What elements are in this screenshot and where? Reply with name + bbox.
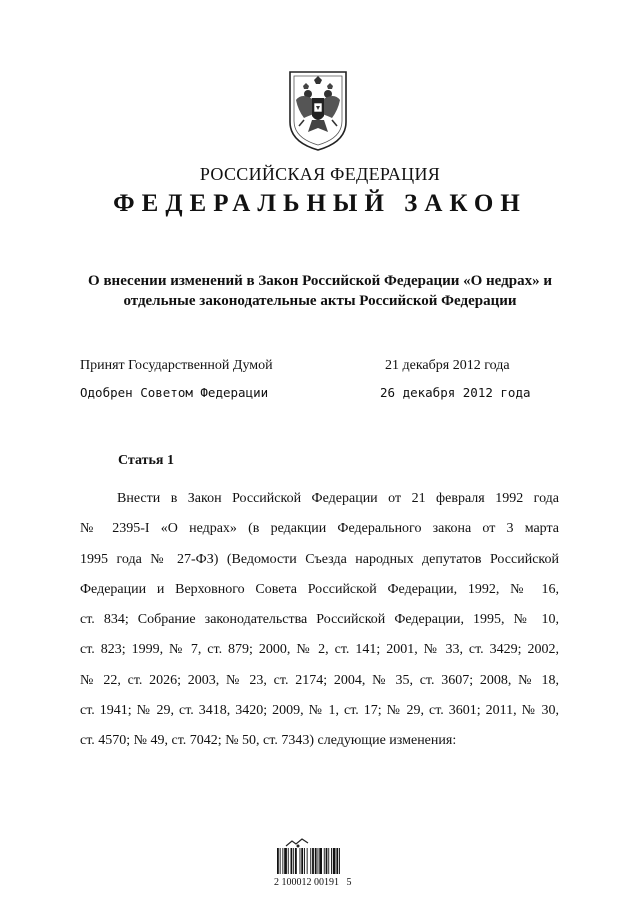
barcode-bar [318, 848, 319, 874]
barcode-bar [293, 848, 294, 874]
barcode-bar [312, 848, 314, 874]
barcode-bar [328, 848, 329, 874]
article-heading: Статья 1 [118, 453, 174, 468]
barcode-bar [315, 848, 317, 874]
barcode-bar [310, 848, 311, 874]
coat-of-arms-emblem [286, 70, 350, 152]
law-title [70, 271, 570, 311]
body-line: ст. 823; 1999, № 7, ст. 879; 2000, № 2, ст. 141; 2001, № 33, ст. 3429; 2002, [80, 642, 559, 658]
body-line: ст. 834; Собрание законодательства Российской Федерации, 1995, № 10, [80, 612, 559, 628]
council-label: Одобрен Советом Федерации [80, 385, 269, 400]
law-title-line-2: отдельные законодательные акты Российской Федерации [123, 293, 517, 309]
barcode-bar [339, 848, 340, 874]
law-title-line-1: О внесении изменений в Закон Российской Федерации «О недрах» и [88, 273, 552, 289]
barcode-bar [331, 848, 332, 874]
barcode-bar [336, 848, 338, 874]
barcode-bar [304, 848, 305, 874]
body-line: Внести в Закон Российской Федерации от 21 февраля 1992 года [117, 491, 559, 506]
barcode-bar [333, 848, 336, 874]
body-line: Федерации и Верховного Совета Российской Федерации, 1992, № 16, [80, 581, 559, 597]
duma-date: 21 декабря 2012 года [385, 358, 510, 373]
barcode-bar [307, 848, 308, 874]
registration-mark-icon [284, 838, 312, 848]
body-line: № 2395-I «О недрах» (в редакции Федерального закона от 3 марта [80, 521, 559, 537]
barcode-bar [295, 848, 297, 874]
duma-label: Принят Государственной Думой [80, 358, 273, 373]
country-heading: РОССИЙСКАЯ ФЕДЕРАЦИЯ [199, 164, 441, 184]
barcode [276, 848, 366, 874]
barcode-bar [319, 848, 322, 874]
barcode-bar [280, 848, 281, 874]
body-line: № 22, ст. 2026; 2003, № 23, ст. 2174; 2004, № 35, ст. 3607; 2008, № 18, [80, 672, 559, 688]
barcode-number: 2 100012 00191 5 [274, 877, 352, 888]
council-date: 26 декабря 2012 года [380, 385, 531, 400]
barcode-bar [300, 848, 301, 874]
article-body [80, 484, 559, 757]
body-line: ст. 1941; № 29, ст. 3418, 3420; 2009, № 1, ст. 17; № 29, ст. 3601; 2011, № 30, [80, 703, 559, 719]
barcode-bar [291, 848, 293, 874]
body-line: 1995 года № 27-ФЗ) (Ведомости Съезда народных депутатов Российской [80, 551, 559, 567]
barcode-bar [324, 848, 325, 874]
barcode-bar [288, 848, 289, 874]
barcode-bar [301, 848, 303, 874]
barcode-bar [282, 848, 283, 874]
body-line: ст. 4570; № 49, ст. 7042; № 50, ст. 7343) следующие изменения: [80, 733, 457, 749]
barcode-bar [326, 848, 328, 874]
barcode-bar [284, 848, 287, 874]
barcode-bar [277, 848, 279, 874]
document-type-heading: ФЕДЕРАЛЬНЫЙ ЗАКОН [113, 190, 527, 217]
